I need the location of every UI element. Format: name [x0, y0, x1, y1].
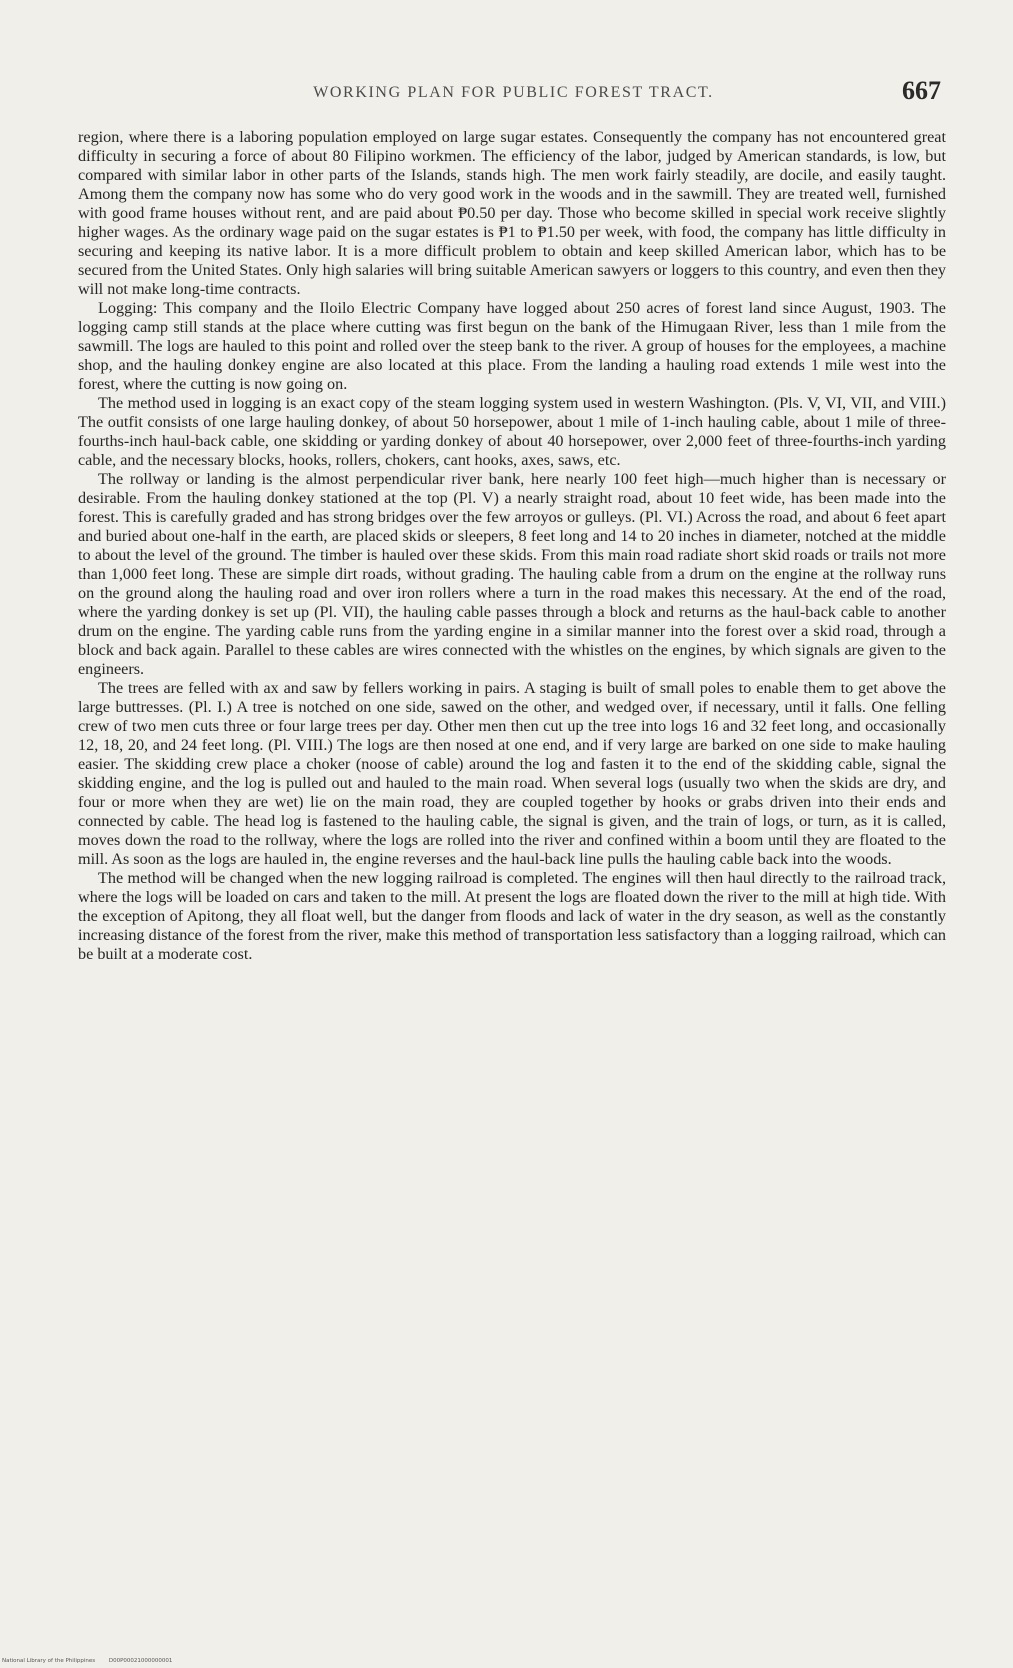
- library-credit: National Library of the Philippines: [2, 1658, 96, 1664]
- page-number: 667: [902, 76, 941, 105]
- paragraph-method: The method used in logging is an exact copy of the steam logging system used in western Washington. (Pls. V, VI, VII, and VIII.) The outfit consists of one large hauling donkey, of about 50 horsepower, about 1 mile of 1-inch hauling cable, about 1 mile of three-fourths-inch haul-back cable, one skidding or yarding donkey of about 40 horsepower, over 2,000 feet of three-fourths-inch yarding cable, and the necessary blocks, hooks, rollers, chokers, cant hooks, axes, saws, etc.: [78, 394, 946, 469]
- body-text: [78, 128, 946, 964]
- paragraph-logging: Logging: This company and the Iloilo Electric Company have logged about 250 acres of forest land since August, 1903. The logging camp still stands at the place where cutting was first begun on the bank of the Himugaan River, less than 1 mile from the sawmill. The logs are hauled to this point and rolled over the steep bank to the river. A group of houses for the employees, a machine shop, and the hauling donkey engine are also located at this place. From the landing a hauling road extends 1 mile west into the forest, where the cutting is now going on.: [78, 299, 946, 393]
- paragraph-rollway: The rollway or landing is the almost perpendicular river bank, here nearly 100 feet high—much higher than is necessary or desirable. From the hauling donkey stationed at the top (Pl. V) a nearly straight road, about 10 feet wide, has been made into the forest. This is carefully graded and has strong bridges over the few arroyos or gulleys. (Pl. VI.) Across the road, and about 6 feet apart and buried about one-half in the earth, are placed skids or sleepers, 8 feet long and 14 to 20 inches in diameter, notched at the middle to about the level of the ground. The timber is hauled over these skids. From this main road radiate short skid roads or trails not more than 1,000 feet long. These are simple dirt roads, without grading. The hauling cable from a drum on the engine at the rollway runs on the ground along the hauling road and over iron rollers where a turn in the road makes this necessary. At the end of the road, where the yarding donkey is set up (Pl. VII), the hauling cable passes through a block and returns as the haul-back cable to another drum on the engine. The yarding cable runs from the yarding engine in a similar manner into the forest over a skid road, through a block and back again. Parallel to these cables are wires connected with the whistles on the engines, by which signals are given to the engineers.: [78, 470, 946, 678]
- paragraph-labor: region, where there is a laboring population employed on large sugar estates. Consequently the company has not encountered great difficulty in securing a force of about 80 Filipino workmen. The efficiency of the labor, judged by American standards, is low, but compared with similar labor in other parts of the Islands, stands high. The men work fairly steadily, are docile, and easily taught. Among them the company now has some who do very good work in the woods and in the sawmill. They are treated well, furnished with good frame houses without rent, and are paid about ₱0.50 per day. Those who become skilled in special work receive slightly higher wages. As the ordinary wage paid on the sugar estates is ₱1 to ₱1.50 per week, with food, the company has little difficulty in securing and keeping its native labor. It is a more difficult problem to obtain and keep skilled American labor, which has to be secured from the United States. Only high salaries will bring suitable American sawyers or loggers to this country, and even then they will not make long-time contracts.: [78, 128, 946, 298]
- page-header: [78, 74, 949, 114]
- scan-footer: [2, 1658, 184, 1664]
- paragraph-railroad: The method will be changed when the new logging railroad is completed. The engines will then haul directly to the railroad track, where the logs will be loaded on cars and taken to the mill. At present the logs are floated down the river to the mill at high tide. With the exception of Apitong, they all float well, but the danger from floods and lack of water in the dry season, as well as the constantly increasing distance of the forest from the river, make this method of transportation less satisfactory than a logging railroad, which can be built at a moderate cost.: [78, 869, 946, 963]
- running-head: WORKING PLAN FOR PUBLIC FOREST TRACT.: [313, 84, 714, 101]
- scan-code: D00P00021000000001: [108, 1658, 173, 1664]
- paragraph-felling: The trees are felled with ax and saw by fellers working in pairs. A staging is built of small poles to enable them to get above the large buttresses. (Pl. I.) A tree is notched on one side, sawed on the other, and wedged over, if necessary, until it falls. One felling crew of two men cuts three or four large trees per day. Other men then cut up the tree into logs 16 and 32 feet long, and occasionally 12, 18, 20, and 24 feet long. (Pl. VIII.) The logs are then nosed at one end, and if very large are barked on one side to make hauling easier. The skidding crew place a choker (noose of cable) around the log and fasten it to the end of the skidding cable, signal the skidding engine, and the log is pulled out and hauled to the main road. When several logs (usually two when the skids are dry, and four or more when they are wet) lie on the main road, they are coupled together by hooks or grabs driven into their ends and connected by cable. The head log is fastened to the hauling cable, the signal is given, and the train of logs, or turn, as it is called, moves down the road to the rollway, where the logs are rolled into the river and confined within a boom until they are floated to the mill. As soon as the logs are hauled in, the engine reverses and the haul-back line pulls the hauling cable back into the woods.: [78, 679, 946, 868]
